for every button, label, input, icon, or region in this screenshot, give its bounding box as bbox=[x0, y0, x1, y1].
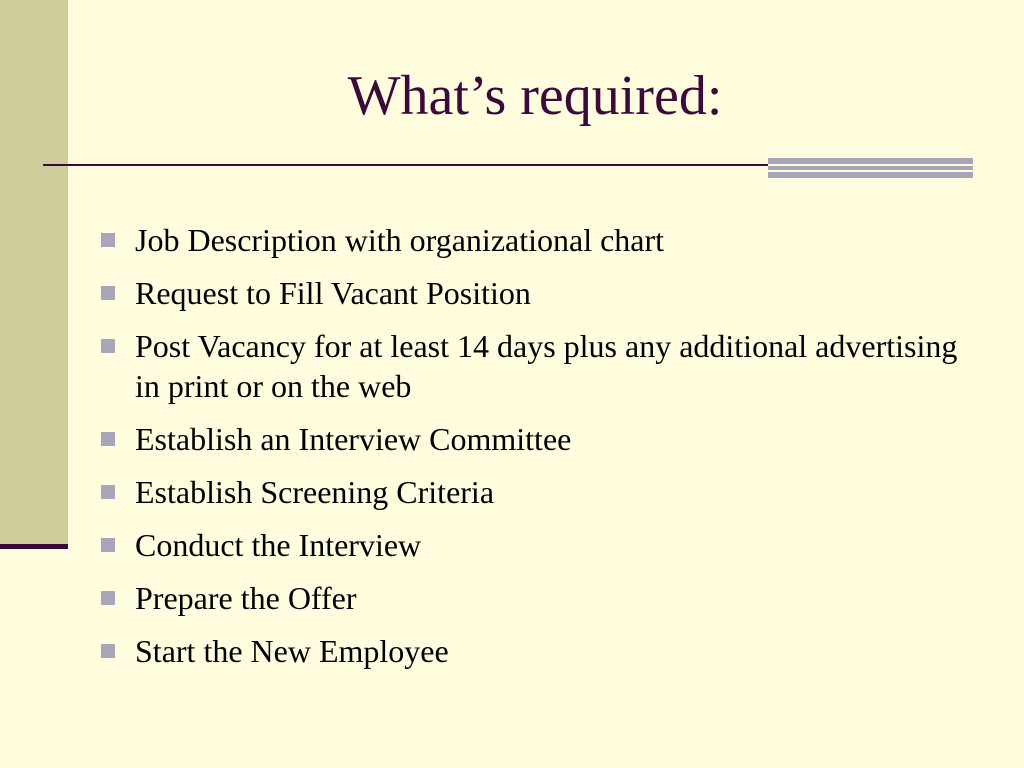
bullet-item bbox=[100, 419, 980, 459]
bullet-item bbox=[100, 273, 980, 313]
square-bullet-icon bbox=[101, 538, 115, 552]
bullet-text: Establish an Interview Committee bbox=[135, 421, 572, 457]
bullet-item bbox=[100, 326, 980, 406]
bullet-item bbox=[100, 578, 980, 618]
title-underline bbox=[43, 164, 768, 166]
bullet-item bbox=[100, 631, 980, 671]
bullet-text: Start the New Employee bbox=[135, 633, 449, 669]
bullet-text: Prepare the Offer bbox=[135, 580, 357, 616]
bullet-text: Establish Screening Criteria bbox=[135, 474, 495, 510]
bullet-list bbox=[100, 220, 980, 684]
square-bullet-icon bbox=[101, 286, 115, 300]
slide-title: What’s required: bbox=[347, 65, 723, 127]
accent-bar-middle bbox=[768, 166, 973, 170]
title-underline-accent bbox=[768, 158, 973, 179]
accent-bar-bottom bbox=[768, 172, 973, 178]
bullet-text: Post Vacancy for at least 14 days plus any additional advertising in print or on the web bbox=[135, 328, 958, 404]
bullet-item bbox=[100, 472, 980, 512]
square-bullet-icon bbox=[101, 591, 115, 605]
bullet-item bbox=[100, 220, 980, 260]
accent-bar-top bbox=[768, 158, 973, 164]
square-bullet-icon bbox=[101, 485, 115, 499]
square-bullet-icon bbox=[101, 644, 115, 658]
left-band-accent-line bbox=[0, 544, 68, 549]
bullet-item bbox=[100, 525, 980, 565]
square-bullet-icon bbox=[101, 339, 115, 353]
bullet-text: Conduct the Interview bbox=[135, 527, 422, 563]
square-bullet-icon bbox=[101, 233, 115, 247]
bullet-text: Request to Fill Vacant Position bbox=[135, 275, 531, 311]
bullet-text: Job Description with organizational chart bbox=[135, 222, 665, 258]
left-decorative-band bbox=[0, 0, 68, 549]
square-bullet-icon bbox=[101, 432, 115, 446]
